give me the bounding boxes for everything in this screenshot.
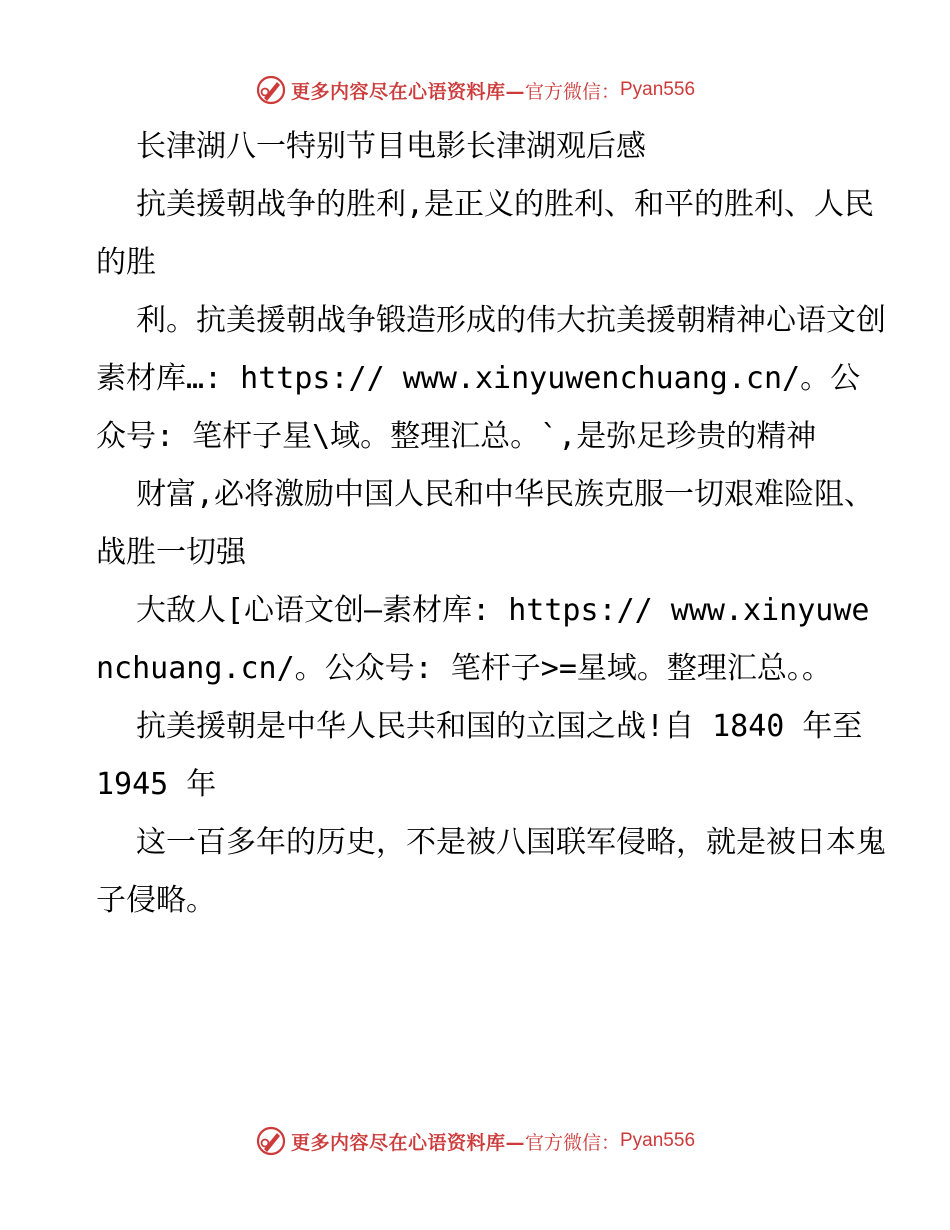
- paragraph: 抗美援朝是中华人民共和国的立国之战!自 1840 年至 1945 年: [96, 709, 881, 802]
- banner-wechat-label: 官方微信：: [524, 80, 620, 103]
- document-title: 长津湖八一特别节目电影长津湖观后感: [136, 129, 646, 164]
- header-banner: [0, 73, 950, 107]
- paragraph: 利。抗美援朝战争锻造形成的伟大抗美援朝精神心语文创素材库…: https:// www.xinyuwenchuang.cn/。公众号: 笔杆子星\域。整理汇总。`,是弥足珍贵的精神: [96, 303, 886, 454]
- banner-wechat-id: Pyan556: [620, 1130, 696, 1151]
- banner-site-text: 更多内容尽在心语资料库—: [290, 80, 525, 103]
- banner-site-text: 更多内容尽在心语资料库—: [290, 1131, 525, 1154]
- quill-pen-logo-icon: [255, 74, 287, 106]
- paragraph: 这一百多年的历史，不是被八国联军侵略，就是被日本鬼子侵略。: [96, 825, 886, 918]
- paragraph: 抗美援朝战争的胜利,是正义的胜利、和平的胜利、人民的胜: [96, 187, 875, 280]
- document-body: [96, 118, 886, 930]
- quill-pen-logo-icon: [255, 1125, 287, 1157]
- paragraph: 财富,必将激励中国人民和中华民族克服一切艰难险阻、战胜一切强: [96, 477, 875, 570]
- banner-wechat-id: Pyan556: [620, 79, 696, 100]
- footer-banner: [0, 1124, 950, 1158]
- paragraph: 大敌人[心语文创—素材库: https:// www.xinyuwenchuang.cn/。公众号: 笔杆子>=星域。整理汇总。。: [96, 593, 870, 686]
- banner-wechat-label: 官方微信：: [524, 1131, 620, 1154]
